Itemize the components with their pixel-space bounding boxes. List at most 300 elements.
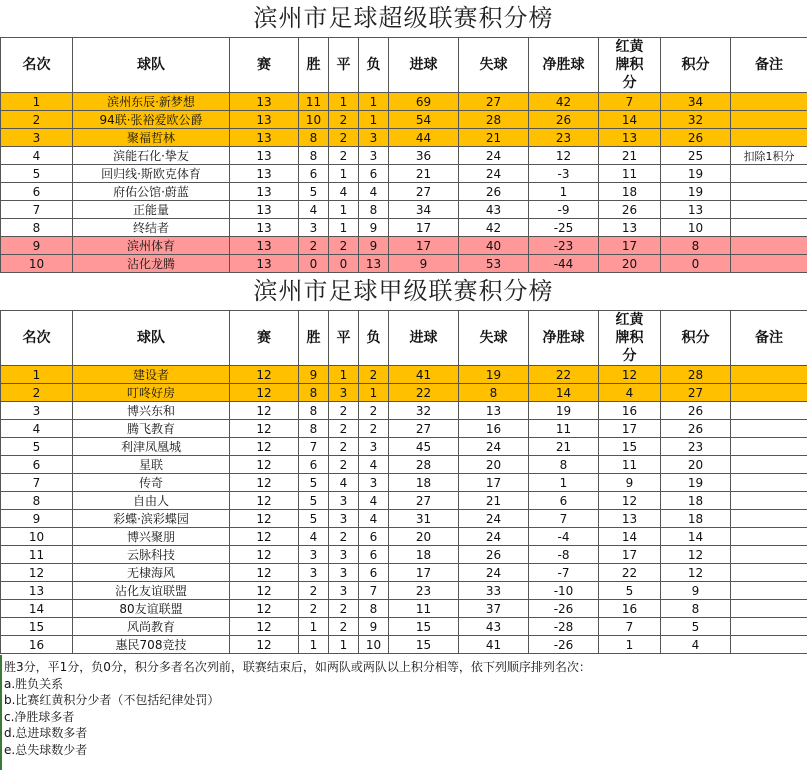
cell-remark (731, 492, 807, 510)
cell-played: 12 (230, 402, 299, 420)
header-won: 胜 (299, 38, 329, 93)
cell-goal-diff: -26 (529, 636, 599, 654)
cell-rank: 15 (1, 618, 73, 636)
cell-points: 12 (661, 564, 731, 582)
header-goal-diff: 净胜球 (529, 38, 599, 93)
cell-goals-for: 45 (389, 438, 459, 456)
cell-played: 12 (230, 474, 299, 492)
table-row (1, 600, 807, 618)
cell-card-points: 16 (599, 600, 661, 618)
cell-played: 13 (230, 93, 299, 111)
cell-card-points: 17 (599, 546, 661, 564)
table-row (1, 456, 807, 474)
table-row (1, 402, 807, 420)
cell-goals-against: 24 (459, 564, 529, 582)
cell-card-points: 9 (599, 474, 661, 492)
cell-points: 18 (661, 510, 731, 528)
cell-won: 10 (299, 111, 329, 129)
cell-remark (731, 201, 807, 219)
cell-goal-diff: -23 (529, 237, 599, 255)
cell-drawn: 2 (329, 237, 359, 255)
cell-team: 传奇 (73, 474, 230, 492)
header-goals-for: 进球 (389, 311, 459, 366)
cell-team: 滨能石化·挚友 (73, 147, 230, 165)
cell-goal-diff: -4 (529, 528, 599, 546)
table-row (1, 564, 807, 582)
cell-remark (731, 111, 807, 129)
cell-played: 13 (230, 255, 299, 273)
cell-team: 80友谊联盟 (73, 600, 230, 618)
cell-drawn: 2 (329, 618, 359, 636)
cell-team: 正能量 (73, 201, 230, 219)
cell-goals-for: 27 (389, 183, 459, 201)
cell-won: 1 (299, 618, 329, 636)
cell-card-points: 17 (599, 420, 661, 438)
cell-won: 8 (299, 129, 329, 147)
cell-team: 博兴东和 (73, 402, 230, 420)
header-remark: 备注 (731, 38, 807, 93)
cell-rank: 5 (1, 438, 73, 456)
cell-remark: 扣除1积分 (731, 147, 807, 165)
cell-lost: 6 (359, 165, 389, 183)
cell-goals-against: 43 (459, 618, 529, 636)
rules-line: a.胜负关系 (4, 676, 64, 691)
cell-played: 12 (230, 420, 299, 438)
header-card-points: 红黄牌积分 (599, 38, 661, 93)
rules-line: b.比赛红黄积分少者（不包括纪律处罚） (4, 693, 220, 707)
cell-goal-diff: 26 (529, 111, 599, 129)
header-played: 赛 (230, 311, 299, 366)
header-rank: 名次 (1, 311, 73, 366)
table-row (1, 618, 807, 636)
cell-rank: 14 (1, 600, 73, 618)
cell-rank: 6 (1, 456, 73, 474)
cell-card-points: 4 (599, 384, 661, 402)
cell-remark (731, 366, 807, 384)
cell-team: 星联 (73, 456, 230, 474)
cell-goals-for: 9 (389, 255, 459, 273)
cell-goals-against: 28 (459, 111, 529, 129)
cell-won: 5 (299, 183, 329, 201)
cell-won: 6 (299, 456, 329, 474)
cell-points: 26 (661, 129, 731, 147)
header-won: 胜 (299, 311, 329, 366)
cell-rank: 8 (1, 219, 73, 237)
cell-drawn: 0 (329, 255, 359, 273)
cell-card-points: 18 (599, 183, 661, 201)
cell-drawn: 3 (329, 582, 359, 600)
cell-drawn: 2 (329, 600, 359, 618)
cell-points: 20 (661, 456, 731, 474)
cell-goals-for: 41 (389, 366, 459, 384)
cell-points: 18 (661, 492, 731, 510)
cell-remark (731, 402, 807, 420)
cell-drawn: 2 (329, 402, 359, 420)
cell-goal-diff: 1 (529, 474, 599, 492)
cell-played: 12 (230, 600, 299, 618)
cell-lost: 6 (359, 564, 389, 582)
cell-won: 4 (299, 201, 329, 219)
cell-card-points: 13 (599, 129, 661, 147)
cell-points: 32 (661, 111, 731, 129)
cell-points: 13 (661, 201, 731, 219)
cell-goals-for: 34 (389, 201, 459, 219)
cell-remark (731, 528, 807, 546)
cell-points: 27 (661, 384, 731, 402)
cell-goal-diff: 14 (529, 384, 599, 402)
cell-goal-diff: 42 (529, 93, 599, 111)
cell-lost: 9 (359, 237, 389, 255)
table-row (1, 255, 807, 273)
cell-lost: 8 (359, 201, 389, 219)
table-row (1, 111, 807, 129)
cell-card-points: 7 (599, 618, 661, 636)
header-team: 球队 (73, 38, 230, 93)
cell-card-points: 11 (599, 165, 661, 183)
cell-card-points: 26 (599, 201, 661, 219)
cell-goals-against: 24 (459, 528, 529, 546)
cell-won: 2 (299, 600, 329, 618)
cell-played: 12 (230, 492, 299, 510)
cell-won: 0 (299, 255, 329, 273)
header-points: 积分 (661, 38, 731, 93)
cell-goals-for: 11 (389, 600, 459, 618)
cell-remark (731, 438, 807, 456)
cell-goals-against: 21 (459, 492, 529, 510)
header-row (1, 38, 807, 93)
cell-drawn: 2 (329, 456, 359, 474)
cell-remark (731, 384, 807, 402)
header-row (1, 311, 807, 366)
cell-played: 13 (230, 129, 299, 147)
cell-points: 9 (661, 582, 731, 600)
cell-lost: 9 (359, 618, 389, 636)
cell-drawn: 1 (329, 636, 359, 654)
cell-lost: 1 (359, 111, 389, 129)
cell-remark (731, 618, 807, 636)
cell-goal-diff: -25 (529, 219, 599, 237)
cell-card-points: 17 (599, 237, 661, 255)
cell-goals-against: 33 (459, 582, 529, 600)
cell-goals-against: 24 (459, 147, 529, 165)
cell-won: 8 (299, 420, 329, 438)
cell-rank: 10 (1, 255, 73, 273)
cell-drawn: 4 (329, 474, 359, 492)
cell-won: 3 (299, 546, 329, 564)
cell-goals-for: 17 (389, 219, 459, 237)
cell-goal-diff: -10 (529, 582, 599, 600)
cell-team: 府佑公馆·蔚蓝 (73, 183, 230, 201)
rules-line: c.净胜球多者 (4, 709, 75, 724)
cell-card-points: 20 (599, 255, 661, 273)
cell-goals-against: 26 (459, 546, 529, 564)
cell-goal-diff: 22 (529, 366, 599, 384)
cell-team: 94联·张裕爱欧公爵 (73, 111, 230, 129)
cell-won: 3 (299, 219, 329, 237)
cell-goals-for: 44 (389, 129, 459, 147)
cell-won: 8 (299, 384, 329, 402)
table-row (1, 474, 807, 492)
cell-lost: 4 (359, 492, 389, 510)
cell-played: 12 (230, 582, 299, 600)
super-league-title: 滨州市足球超级联赛积分榜 (253, 4, 554, 32)
cell-points: 8 (661, 237, 731, 255)
cell-played: 12 (230, 456, 299, 474)
cell-points: 23 (661, 438, 731, 456)
cell-goal-diff: -8 (529, 546, 599, 564)
cell-played: 13 (230, 147, 299, 165)
rules-line: e.总失球数少者 (4, 742, 88, 757)
cell-goals-for: 31 (389, 510, 459, 528)
cell-played: 12 (230, 546, 299, 564)
cell-drawn: 2 (329, 528, 359, 546)
cell-played: 12 (230, 384, 299, 402)
cell-goals-for: 20 (389, 528, 459, 546)
cell-team: 回归线·斯欧克体育 (73, 165, 230, 183)
cell-goals-against: 40 (459, 237, 529, 255)
table-row (1, 528, 807, 546)
cell-lost: 4 (359, 510, 389, 528)
header-remark: 备注 (731, 311, 807, 366)
cell-goals-against: 16 (459, 420, 529, 438)
cell-goals-for: 18 (389, 546, 459, 564)
cell-card-points: 14 (599, 111, 661, 129)
cell-goal-diff: 6 (529, 492, 599, 510)
cell-card-points: 21 (599, 147, 661, 165)
cell-goals-against: 26 (459, 183, 529, 201)
cell-won: 5 (299, 510, 329, 528)
cell-goal-diff: -3 (529, 165, 599, 183)
cell-rank: 2 (1, 111, 73, 129)
header-played: 赛 (230, 38, 299, 93)
cell-goals-against: 17 (459, 474, 529, 492)
cell-drawn: 2 (329, 111, 359, 129)
cell-lost: 13 (359, 255, 389, 273)
cell-team: 腾飞教育 (73, 420, 230, 438)
cell-won: 2 (299, 237, 329, 255)
table-row (1, 183, 807, 201)
cell-rank: 1 (1, 366, 73, 384)
cell-goals-for: 18 (389, 474, 459, 492)
cell-won: 8 (299, 147, 329, 165)
header-lost: 负 (359, 311, 389, 366)
cell-points: 28 (661, 366, 731, 384)
cell-played: 12 (230, 618, 299, 636)
cell-goals-against: 13 (459, 402, 529, 420)
cell-rank: 4 (1, 147, 73, 165)
cell-points: 4 (661, 636, 731, 654)
cell-drawn: 1 (329, 219, 359, 237)
cell-won: 4 (299, 528, 329, 546)
cell-drawn: 2 (329, 147, 359, 165)
cell-goal-diff: -26 (529, 600, 599, 618)
cell-goals-for: 54 (389, 111, 459, 129)
cell-drawn: 1 (329, 165, 359, 183)
cell-goals-against: 43 (459, 201, 529, 219)
cell-points: 19 (661, 474, 731, 492)
table-row (1, 201, 807, 219)
cell-rank: 8 (1, 492, 73, 510)
cell-team: 滨州体育 (73, 237, 230, 255)
cell-points: 25 (661, 147, 731, 165)
cell-remark (731, 93, 807, 111)
cell-goals-for: 28 (389, 456, 459, 474)
rules-note (0, 655, 807, 770)
cell-rank: 6 (1, 183, 73, 201)
header-rank: 名次 (1, 38, 73, 93)
cell-team: 沾化友谊联盟 (73, 582, 230, 600)
cell-rank: 4 (1, 420, 73, 438)
cell-points: 19 (661, 165, 731, 183)
cell-lost: 4 (359, 456, 389, 474)
cell-goals-against: 53 (459, 255, 529, 273)
cell-team: 终结者 (73, 219, 230, 237)
cell-goal-diff: 11 (529, 420, 599, 438)
cell-team: 建设者 (73, 366, 230, 384)
cell-lost: 8 (359, 600, 389, 618)
cell-played: 13 (230, 183, 299, 201)
cell-goals-against: 19 (459, 366, 529, 384)
cell-points: 26 (661, 402, 731, 420)
cell-drawn: 1 (329, 93, 359, 111)
cell-lost: 6 (359, 546, 389, 564)
cell-goal-diff: 19 (529, 402, 599, 420)
cell-lost: 4 (359, 183, 389, 201)
cell-card-points: 7 (599, 93, 661, 111)
cell-played: 12 (230, 636, 299, 654)
table-row (1, 420, 807, 438)
cell-team: 无棣海风 (73, 564, 230, 582)
cell-won: 8 (299, 402, 329, 420)
cell-team: 彩蝶·滨彩蝶园 (73, 510, 230, 528)
cell-goals-against: 41 (459, 636, 529, 654)
cell-goals-for: 27 (389, 420, 459, 438)
cell-card-points: 14 (599, 528, 661, 546)
cell-lost: 7 (359, 582, 389, 600)
cell-played: 13 (230, 201, 299, 219)
cell-remark (731, 636, 807, 654)
cell-won: 6 (299, 165, 329, 183)
cell-rank: 1 (1, 93, 73, 111)
cell-lost: 3 (359, 147, 389, 165)
cell-won: 7 (299, 438, 329, 456)
table-row (1, 492, 807, 510)
cell-won: 1 (299, 636, 329, 654)
cell-lost: 3 (359, 474, 389, 492)
cell-lost: 2 (359, 366, 389, 384)
cell-drawn: 3 (329, 384, 359, 402)
cell-goals-for: 17 (389, 237, 459, 255)
cell-rank: 16 (1, 636, 73, 654)
header-drawn: 平 (329, 38, 359, 93)
cell-won: 5 (299, 492, 329, 510)
cell-drawn: 3 (329, 564, 359, 582)
header-drawn: 平 (329, 311, 359, 366)
cell-goals-against: 37 (459, 600, 529, 618)
cell-goals-for: 36 (389, 147, 459, 165)
rules-line: d.总进球数多者 (4, 726, 88, 740)
cell-remark (731, 510, 807, 528)
cell-goals-for: 23 (389, 582, 459, 600)
cell-rank: 10 (1, 528, 73, 546)
cell-won: 11 (299, 93, 329, 111)
cell-card-points: 15 (599, 438, 661, 456)
cell-goals-for: 69 (389, 93, 459, 111)
cell-rank: 12 (1, 564, 73, 582)
cell-goal-diff: -7 (529, 564, 599, 582)
cell-goals-for: 21 (389, 165, 459, 183)
cell-points: 8 (661, 600, 731, 618)
cell-lost: 2 (359, 402, 389, 420)
table-row (1, 636, 807, 654)
table-row (1, 366, 807, 384)
cell-goals-against: 27 (459, 93, 529, 111)
cell-lost: 3 (359, 438, 389, 456)
cell-remark (731, 564, 807, 582)
cell-played: 12 (230, 528, 299, 546)
cell-won: 3 (299, 564, 329, 582)
cell-won: 9 (299, 366, 329, 384)
table-row (1, 438, 807, 456)
table-row (1, 129, 807, 147)
cell-drawn: 3 (329, 546, 359, 564)
cell-card-points: 13 (599, 510, 661, 528)
cell-drawn: 3 (329, 510, 359, 528)
cell-lost: 2 (359, 420, 389, 438)
cell-goal-diff: 12 (529, 147, 599, 165)
cell-remark (731, 165, 807, 183)
super-league-table (0, 37, 807, 273)
cell-card-points: 22 (599, 564, 661, 582)
cell-points: 10 (661, 219, 731, 237)
cell-rank: 3 (1, 402, 73, 420)
cell-goals-against: 21 (459, 129, 529, 147)
cell-remark (731, 456, 807, 474)
cell-goals-against: 20 (459, 456, 529, 474)
table-row (1, 219, 807, 237)
cell-drawn: 2 (329, 438, 359, 456)
table-row (1, 510, 807, 528)
cell-rank: 5 (1, 165, 73, 183)
cell-points: 12 (661, 546, 731, 564)
cell-drawn: 2 (329, 420, 359, 438)
cell-won: 2 (299, 582, 329, 600)
cell-remark (731, 183, 807, 201)
cell-goal-diff: 23 (529, 129, 599, 147)
cell-goals-against: 24 (459, 165, 529, 183)
header-card-points: 红黄牌积分 (599, 311, 661, 366)
cell-played: 12 (230, 510, 299, 528)
cell-team: 利津凤凰城 (73, 438, 230, 456)
cell-goals-for: 17 (389, 564, 459, 582)
cell-rank: 9 (1, 237, 73, 255)
table-row (1, 93, 807, 111)
cell-remark (731, 237, 807, 255)
cell-drawn: 3 (329, 492, 359, 510)
cell-points: 26 (661, 420, 731, 438)
cell-goal-diff: 7 (529, 510, 599, 528)
cell-lost: 9 (359, 219, 389, 237)
cell-card-points: 12 (599, 366, 661, 384)
cell-goals-for: 22 (389, 384, 459, 402)
cell-points: 19 (661, 183, 731, 201)
cell-lost: 1 (359, 384, 389, 402)
table-row (1, 546, 807, 564)
header-goals-for: 进球 (389, 38, 459, 93)
cell-team: 叮咚好房 (73, 384, 230, 402)
first-league-title: 滨州市足球甲级联赛积分榜 (253, 277, 554, 305)
cell-won: 5 (299, 474, 329, 492)
